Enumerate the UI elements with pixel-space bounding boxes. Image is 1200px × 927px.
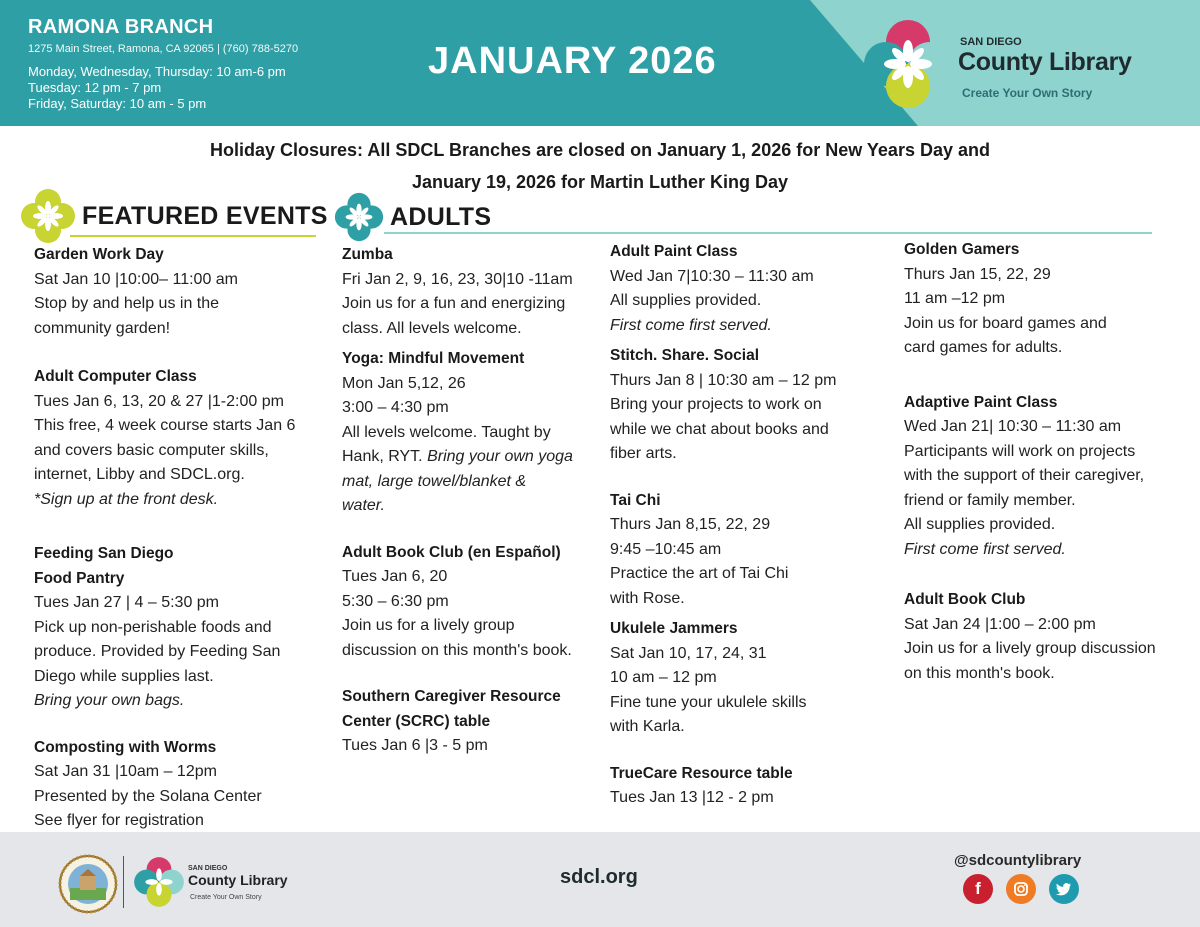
featured-events-column [34,243,324,834]
header-banner [0,0,1200,126]
event-scrc-table [342,685,604,759]
adults-heading [334,192,491,242]
event-line: Tues Jan 6, 20 [342,568,448,585]
branch-info [28,16,298,112]
event-line: 5:30 – 6:30 pm [342,592,449,610]
event-line: Thurs Jan 8,15, 22, 29 [610,516,771,533]
event-line: card games for adults. [904,339,1063,356]
twitter-glyph [1049,874,1079,904]
event-title: Southern Caregiver Resource [342,688,561,705]
event-line: This free, 4 week course starts Jan 6 [34,417,296,434]
branch-name: RAMONA BRANCH [28,16,214,38]
teal-flower-icon [334,192,384,242]
hours-line: Friday, Saturday: 10 am - 5 pm [28,96,207,111]
month-title: JANUARY 2026 [428,40,717,82]
event-note: *Sign up at the front desk. [34,490,219,508]
event-note: First come first served. [904,540,1066,558]
instagram-icon[interactable] [1006,874,1036,904]
event-garden-work-day [34,243,324,341]
lime-flower-icon [20,188,76,244]
event-line: Bring your projects to work on [610,396,822,413]
event-line: All supplies provided. [904,516,1056,533]
event-line: with Karla. [610,718,685,735]
event-line: 10 am – 12 pm [610,669,717,686]
footer-divider [123,856,124,908]
event-title: Adult Paint Class [610,243,738,260]
event-adaptive-paint-class [904,391,1194,563]
event-line: Tues Jan 6 |3 - 5 pm [342,737,488,754]
section-title: ADULTS [390,202,492,231]
event-line: and covers basic computer skills, [34,441,269,459]
adults-column-2 [610,240,895,811]
event-note: Bring your own bags. [34,692,185,709]
facebook-icon[interactable]: f [963,874,993,904]
event-line: Participants will work on projects [904,442,1136,460]
event-line: Fri Jan 2, 9, 16, 23, 30|10 -11am [342,270,573,288]
event-feeding-san-diego [34,542,324,714]
event-line: Pick up non-perishable foods and [34,618,272,636]
event-line: All supplies provided. [610,292,762,309]
event-line: Sat Jan 24 |1:00 – 2:00 pm [904,615,1096,633]
event-line: Join us for a lively group [342,617,515,634]
footer-brand-name: County Library [188,872,288,888]
event-line: Sat Jan 31 |10am – 12pm [34,763,217,780]
event-note: water. [342,497,385,514]
event-line: while we chat about books and [610,420,829,438]
event-adult-computer-class [34,365,324,512]
event-line: Presented by the Solana Center [34,787,262,805]
event-title: Stitch. Share. Social [610,347,760,364]
event-yoga [342,347,604,519]
event-line-plain: Hank, RYT. [342,448,428,465]
library-logo-small-icon [133,856,185,908]
holiday-line: January 19, 2026 for Martin Luther King Day [411,172,789,192]
event-line: discussion on this month's book. [342,641,572,659]
event-title: Adult Book Club [904,591,1026,608]
event-line: Thurs Jan 8 | 10:30 am – 12 pm [610,371,837,389]
event-line: on this month's book. [904,664,1055,682]
event-line: internet, Libby and SDCL.org. [34,466,245,483]
event-title-line2: Center (SCRC) table [342,712,491,730]
event-line: 9:45 –10:45 am [610,540,722,558]
event-line: Wed Jan 21| 10:30 – 11:30 am [904,418,1122,435]
holiday-line: Holiday Closures: All SDCL Branches are closed on January 1, 2026 for New Years Day and [210,140,990,160]
website-link[interactable]: sdcl.org [560,866,638,888]
footer-brand-tagline: Create Your Own Story [190,894,262,901]
event-title: Composting with Worms [34,738,217,756]
event-title: Zumba [342,246,393,263]
brand-tagline: Create Your Own Story [962,86,1093,100]
event-ukulele-jammers [610,617,895,740]
event-title: TrueCare Resource table [610,764,793,782]
event-title: Garden Work Day [34,246,164,263]
event-line: fiber arts. [610,445,677,462]
adults-column-1 [342,243,604,759]
event-note: mat, large towel/blanket & [342,472,527,490]
event-title: Adaptive Paint Class [904,393,1058,411]
county-seal-icon [58,854,118,914]
event-line: friend or family member. [904,491,1076,509]
event-title: Tai Chi [610,491,661,509]
event-title: Feeding San Diego [34,545,174,562]
event-note: First come first served. [610,316,772,334]
library-brand [862,18,1182,110]
event-title: Golden Gamers [904,241,1020,258]
adults-column-3 [904,238,1194,686]
event-line: Sat Jan 10, 17, 24, 31 [610,644,767,662]
event-adult-paint-class [610,240,895,338]
event-line: Join us for a lively group discussion [904,640,1156,657]
brand-name: County Library [958,48,1132,76]
section-title: FEATURED EVENTS [82,201,328,230]
hours-line: Tuesday: 12 pm - 7 pm [28,80,162,95]
event-line: Diego while supplies last. [34,667,214,685]
event-line: Wed Jan 7|10:30 – 11:30 am [610,267,814,285]
event-line: 11 am –12 pm [904,290,1006,307]
adults-underline [384,232,1152,234]
event-line: Fine tune your ukulele skills [610,693,807,711]
event-line: produce. Provided by Feeding San [34,643,281,660]
event-title: Adult Book Club (en Español) [342,543,561,561]
event-title: Ukulele Jammers [610,620,738,637]
event-stitch-share-social [610,344,895,467]
branch-address: 1275 Main Street, Ramona, CA 92065 | (760) 788-5270 [28,43,299,55]
event-line: See flyer for registration [34,812,204,829]
event-line: 3:00 – 4:30 pm [342,399,449,416]
event-line: Sat Jan 10 |10:00– 11:00 am [34,270,239,288]
event-line: Tues Jan 6, 13, 20 & 27 |1-2:00 pm [34,392,284,410]
event-zumba [342,243,604,341]
twitter-icon[interactable] [1049,874,1079,904]
event-tai-chi [610,489,895,612]
event-truecare-table [610,762,895,811]
event-composting-with-worms [34,736,324,834]
event-line: community garden! [34,319,171,337]
event-line: Stop by and help us in the [34,295,220,312]
featured-underline [70,235,316,237]
instagram-glyph [1006,874,1036,904]
event-line: Join us for a fun and energizing [342,295,566,312]
footer-brand-region: SAN DIEGO [188,865,228,872]
flower-logo-icon [862,18,954,110]
footer [0,832,1200,927]
event-line: Tues Jan 13 |12 - 2 pm [610,789,774,806]
event-line: All levels welcome. Taught by [342,423,551,441]
event-adult-book-club [904,588,1194,686]
branch-hours [28,64,298,112]
event-line: Join us for board games and [904,314,1107,332]
event-line: Tues Jan 27 | 4 – 5:30 pm [34,594,220,611]
social-handle: @sdcountylibrary [954,852,1082,869]
event-golden-gamers [904,238,1194,361]
event-title: Yoga: Mindful Movement [342,350,525,367]
event-line: Thurs Jan 15, 22, 29 [904,265,1051,283]
event-line: with the support of their caregiver, [904,467,1145,484]
event-title: Adult Computer Class [34,368,197,385]
brand-region: SAN DIEGO [960,36,1022,48]
event-title-line2: Food Pantry [34,569,125,587]
event-line: with Rose. [610,589,685,607]
event-line: Practice the art of Tai Chi [610,565,789,582]
event-line: Mon Jan 5,12, 26 [342,374,466,392]
event-line [342,445,604,470]
event-book-club-espanol [342,541,604,664]
event-line-italic: Bring your own yoga [427,448,573,465]
hours-line: Monday, Wednesday, Thursday: 10 am-6 pm [28,64,286,79]
event-line: class. All levels welcome. [342,319,522,337]
